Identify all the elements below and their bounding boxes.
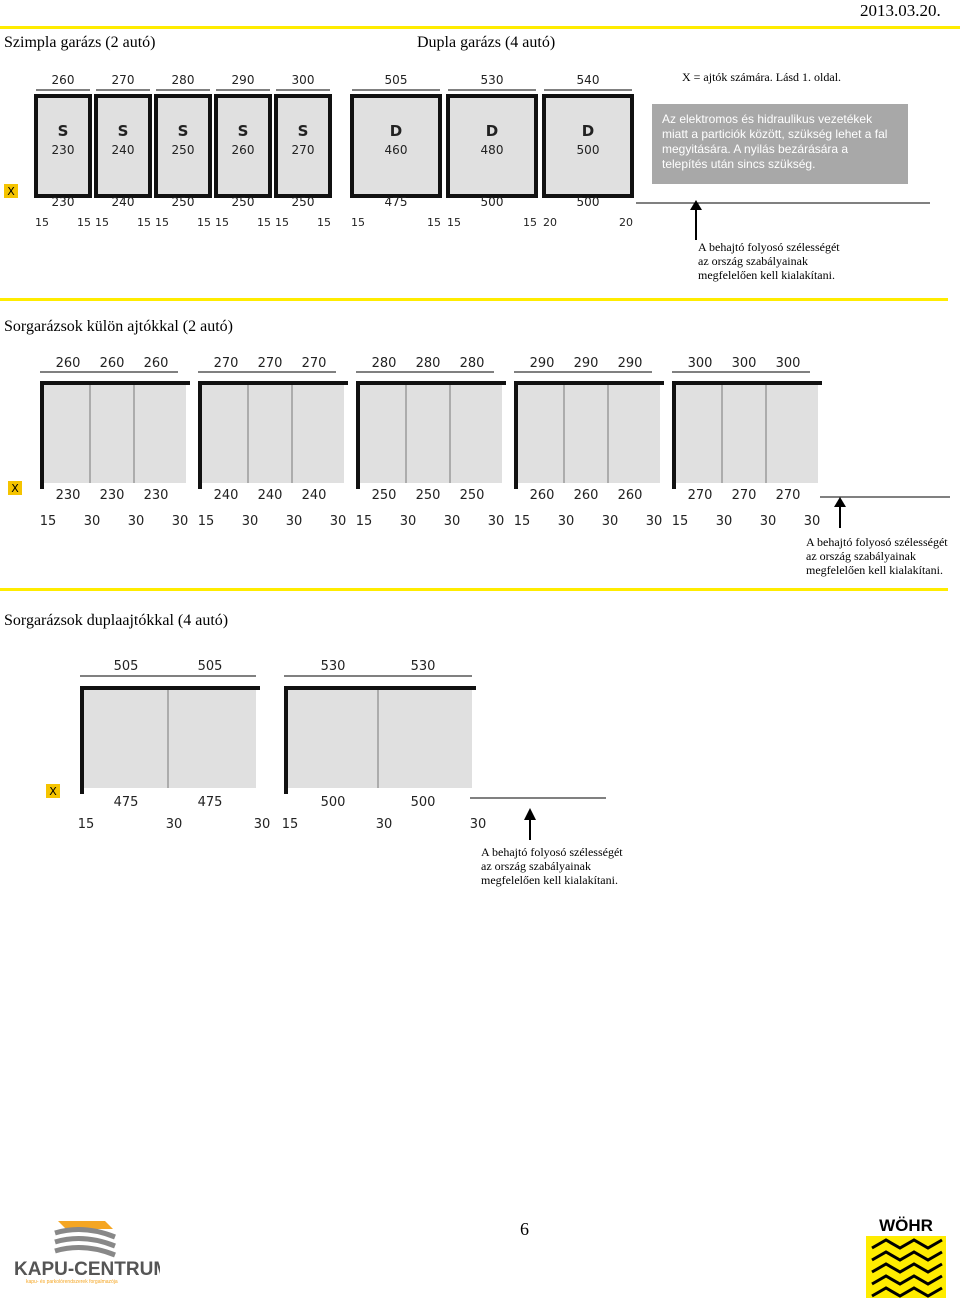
width-label: 260	[99, 356, 125, 371]
gap-label: 30	[83, 514, 101, 529]
double-garage-title: Dupla garázs (4 autó)	[417, 34, 556, 51]
page-number: 6	[520, 1219, 529, 1239]
opening-width: 250	[459, 488, 485, 503]
garage-type: D	[485, 122, 499, 140]
gap-label: 30	[253, 817, 271, 832]
gap-label: 15	[317, 216, 331, 229]
opening-width: 270	[731, 488, 757, 503]
gap-label: 20	[543, 216, 557, 229]
width-label: 300	[775, 356, 801, 371]
width-label: 505	[113, 659, 139, 674]
garage-type: S	[297, 122, 309, 140]
opening-width: 500	[480, 195, 504, 209]
gap-label: 15	[275, 216, 289, 229]
gap-label: 15	[197, 216, 211, 229]
opening-width: 250	[371, 488, 397, 503]
gap-label: 15	[257, 216, 271, 229]
info-line: miatt a particiók között, szükség lehet a fal	[662, 127, 888, 141]
opening-width: 230	[143, 488, 169, 503]
width-label: 530	[410, 659, 436, 674]
gap-label: 15	[77, 216, 91, 229]
wall-side	[198, 381, 202, 489]
garage-row	[40, 383, 186, 483]
info-line: megyitására. A nyilás bezárására a	[662, 142, 849, 156]
opening-width: 500	[320, 795, 346, 810]
section2-diagram	[0, 345, 960, 540]
wohr-logo	[866, 1214, 946, 1298]
opening-width: 260	[529, 488, 555, 503]
section3-title: Sorgarázsok duplaajtókkal (4 autó)	[4, 612, 229, 629]
x-marker-label: X	[11, 482, 19, 495]
wall-top	[284, 686, 476, 690]
gap-label: 15	[39, 514, 57, 529]
gap-label: 30	[803, 514, 821, 529]
width-label: 260	[143, 356, 169, 371]
gap-label: 30	[399, 514, 417, 529]
opening-width: 230	[99, 488, 125, 503]
gap-label: 30	[375, 817, 393, 832]
garage-type: S	[57, 122, 69, 140]
garage-row	[198, 383, 344, 483]
gap-label: 15	[355, 514, 373, 529]
gap-label: 30	[715, 514, 733, 529]
gap-label: 30	[127, 514, 145, 529]
gap-label: 30	[329, 514, 347, 529]
x-marker-label: X	[49, 785, 57, 798]
divider	[0, 26, 960, 29]
opening-width: 250	[231, 195, 255, 209]
width-label: 270	[213, 356, 239, 371]
svg-text:KAPU-CENTRUM: KAPU-CENTRUM	[14, 1259, 160, 1280]
width-label: 300	[291, 73, 315, 87]
gap-label: 15	[77, 817, 95, 832]
opening-width: 240	[301, 488, 327, 503]
svg-text:kapu- és parkolórendszerek for: kapu- és parkolórendszerek forgalmazója	[26, 1279, 118, 1285]
gap-label: 30	[165, 817, 183, 832]
gap-label: 15	[513, 514, 531, 529]
garage-row	[514, 383, 660, 483]
section2-title: Sorgarázsok külön ajtókkal (2 autó)	[4, 318, 233, 335]
wall-top	[356, 381, 502, 385]
gap-label: 15	[137, 216, 151, 229]
gap-label: 20	[619, 216, 633, 229]
width-label: 300	[687, 356, 713, 371]
corridor-note-1: A behajtó folyosó szélességét az ország szabályainak megfelelően kell kialakítani.	[698, 240, 840, 282]
gap-label: 30	[443, 514, 461, 529]
gap-label: 30	[601, 514, 619, 529]
garage-type: S	[177, 122, 189, 140]
opening-width: 240	[257, 488, 283, 503]
width-label: 280	[371, 356, 397, 371]
door-width: 500	[576, 143, 600, 157]
corridor-note-3: A behajtó folyosó szélességét az ország szabályainak megfelelően kell kialakítani.	[481, 845, 623, 887]
x-note: X = ajtók számára. Lásd 1. oldal.	[682, 70, 842, 84]
gap-label: 30	[557, 514, 575, 529]
garage-type: D	[581, 122, 595, 140]
wall-side	[40, 381, 44, 489]
width-label: 290	[617, 356, 643, 371]
door-width: 480	[480, 143, 504, 157]
wall-top	[198, 381, 344, 385]
opening-width: 500	[410, 795, 436, 810]
gap-label: 30	[645, 514, 663, 529]
x-marker-label: X	[7, 185, 15, 198]
section3-diagram	[0, 650, 620, 840]
opening-width: 500	[576, 195, 600, 209]
door-width: 230	[51, 143, 75, 157]
gap-label: 15	[215, 216, 229, 229]
door-width: 260	[231, 143, 255, 157]
opening-width: 475	[384, 195, 408, 209]
gap-label: 15	[671, 514, 689, 529]
width-label: 280	[459, 356, 485, 371]
width-label: 530	[320, 659, 346, 674]
wall-side	[284, 686, 288, 794]
gap-label: 15	[523, 216, 537, 229]
garage-type: S	[237, 122, 249, 140]
corridor-arrow-head	[524, 808, 536, 820]
width-label: 540	[576, 73, 600, 87]
opening-width: 230	[51, 195, 75, 209]
info-line: telepítés után sincs szükség.	[662, 157, 816, 171]
wall-top	[80, 686, 260, 690]
opening-width: 260	[617, 488, 643, 503]
gap-label: 30	[171, 514, 189, 529]
opening-width: 250	[415, 488, 441, 503]
top-garage-diagram	[0, 60, 960, 240]
gap-label: 30	[469, 817, 487, 832]
single-garage-title: Szimpla garázs (2 autó)	[4, 34, 156, 51]
gap-label: 15	[35, 216, 49, 229]
door-width: 240	[111, 143, 135, 157]
garage-row	[356, 383, 502, 483]
date: 2013.03.20.	[860, 1, 941, 20]
opening-width: 270	[687, 488, 713, 503]
gap-label: 15	[447, 216, 461, 229]
wall-side	[672, 381, 676, 489]
width-label: 260	[51, 73, 75, 87]
opening-width: 260	[573, 488, 599, 503]
kapu-centrum-logo	[10, 1215, 160, 1285]
garage-type: S	[117, 122, 129, 140]
gap-label: 15	[95, 216, 109, 229]
corridor-note-2: A behajtó folyosó szélességét az ország szabályainak megfelelően kell kialakítani.	[806, 535, 948, 577]
door-width: 460	[384, 143, 408, 157]
door-width: 250	[171, 143, 195, 157]
width-label: 270	[257, 356, 283, 371]
opening-width: 250	[291, 195, 315, 209]
width-label: 270	[301, 356, 327, 371]
door-width: 270	[291, 143, 315, 157]
opening-width: 270	[775, 488, 801, 503]
divider	[0, 588, 948, 591]
corridor-arrow	[690, 200, 702, 240]
opening-width: 475	[197, 795, 223, 810]
garage-type: D	[389, 122, 403, 140]
wall-top	[514, 381, 660, 385]
gap-label: 15	[155, 216, 169, 229]
info-line: Az elektromos és hidraulikus vezetékek	[662, 112, 873, 126]
width-label: 300	[731, 356, 757, 371]
width-label: 260	[55, 356, 81, 371]
gap-label: 15	[281, 817, 299, 832]
wall-top	[672, 381, 818, 385]
corridor-arrow-head	[834, 497, 846, 507]
gap-label: 15	[351, 216, 365, 229]
width-label: 280	[171, 73, 195, 87]
garage-row	[672, 383, 818, 483]
wall-side	[514, 381, 518, 489]
width-label: 530	[480, 73, 504, 87]
wall-side	[80, 686, 84, 794]
gap-label: 30	[759, 514, 777, 529]
wall-top	[40, 381, 186, 385]
gap-label: 30	[285, 514, 303, 529]
width-label: 280	[415, 356, 441, 371]
width-label: 290	[231, 73, 255, 87]
gap-label: 15	[427, 216, 441, 229]
gap-label: 15	[197, 514, 215, 529]
wall-side	[356, 381, 360, 489]
opening-width: 240	[111, 195, 135, 209]
width-label: 270	[111, 73, 135, 87]
width-label: 505	[197, 659, 223, 674]
width-label: 290	[573, 356, 599, 371]
opening-width: 240	[213, 488, 239, 503]
width-label: 290	[529, 356, 555, 371]
svg-text:WÖHR: WÖHR	[879, 1216, 933, 1235]
divider	[0, 298, 948, 301]
opening-width: 230	[55, 488, 81, 503]
opening-width: 250	[171, 195, 195, 209]
width-label: 505	[384, 73, 408, 87]
opening-width: 475	[113, 795, 139, 810]
gap-label: 30	[241, 514, 259, 529]
gap-label: 30	[487, 514, 505, 529]
